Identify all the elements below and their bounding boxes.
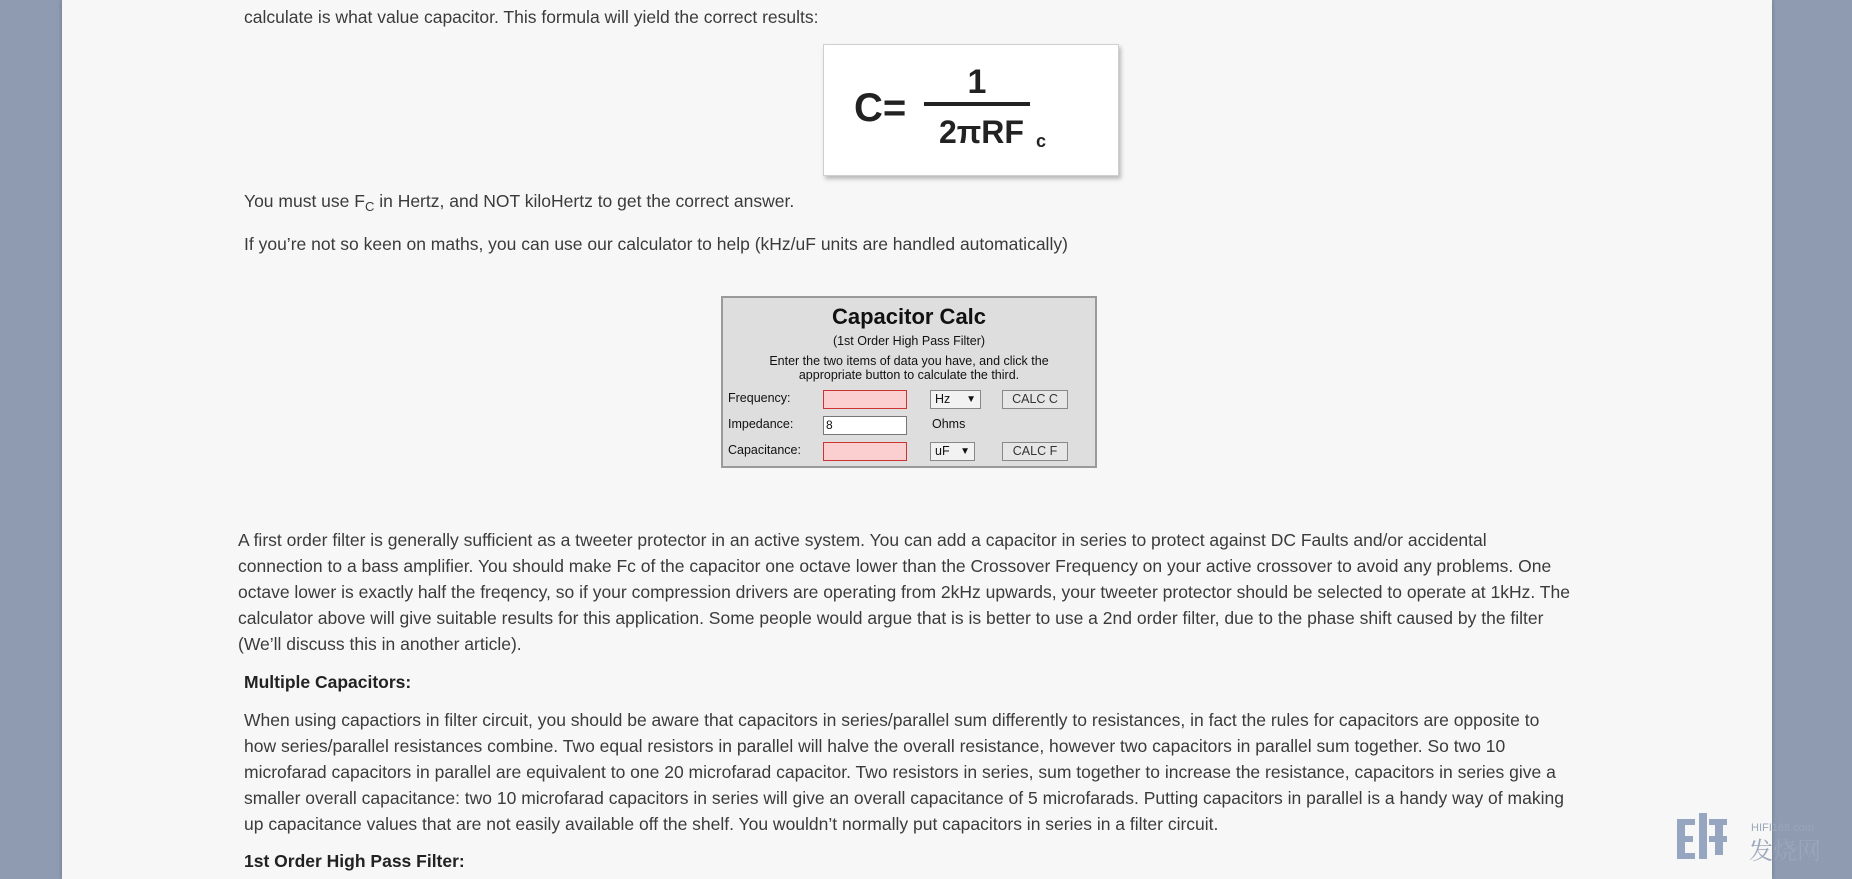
capacitance-input[interactable] bbox=[823, 442, 907, 461]
paragraph-line: connection to a bass amplifier. You should make Fc of the capacitor one octave lower than the Crossover Frequency on your active crossover to avoid any problems. One bbox=[238, 556, 1552, 576]
formula-lhs: C= bbox=[854, 86, 907, 130]
frequency-label: Frequency: bbox=[728, 391, 791, 405]
fc-note-after: in Hertz, and NOT kiloHertz to get the correct answer. bbox=[374, 191, 795, 211]
paragraph-line: smaller overall capacitance: two 10 microfarad capacitors in series will give an overall capacitance of 5 microfarads. Putting capacitors in parallel is a handy way of making bbox=[244, 788, 1564, 808]
watermark-name: 发烧网 bbox=[1749, 837, 1821, 865]
paragraph-line: how series/parallel resistances combine. Two equal resistors in parallel will halve the overall resistance, however two capacitors in parallel sum together. So two 10 bbox=[244, 736, 1506, 756]
calc-f-button[interactable]: CALC F bbox=[1002, 442, 1068, 461]
fc-note-before: You must use F bbox=[244, 191, 365, 211]
calculator-instructions bbox=[723, 354, 1095, 382]
impedance-input[interactable]: 8 bbox=[823, 416, 907, 435]
frequency-unit-value: Hz bbox=[935, 392, 951, 406]
first-order-paragraph bbox=[238, 527, 1578, 657]
paragraph-line: (We’ll discuss this in another article). bbox=[238, 634, 522, 654]
chevron-down-icon: ▼ bbox=[960, 446, 970, 457]
formula-denominator: 2πRF bbox=[939, 114, 1024, 150]
formula-numerator: 1 bbox=[967, 63, 987, 101]
capacitance-label: Capacitance: bbox=[728, 443, 801, 457]
formula-denominator-subscript: c bbox=[1036, 131, 1047, 151]
paragraph-line: calculator above will give suitable results for this application. Some people would argue that is is better to use a 2nd order filter, due to the phase shift caused by the filter bbox=[238, 608, 1544, 628]
calculator-instructions-line-2: appropriate button to calculate the third. bbox=[798, 368, 1020, 382]
multiple-capacitors-paragraph bbox=[244, 707, 1584, 837]
impedance-label: Impedance: bbox=[728, 417, 794, 431]
frequency-input[interactable] bbox=[823, 390, 907, 409]
paragraph-line: octave lower is exactly half the freqency, so if your compression drivers are operating from 2kHz upwards, your tweeter protector should be selected to operate at 1kHz. The bbox=[238, 582, 1570, 602]
capacitance-formula-image bbox=[823, 44, 1119, 176]
fc-note-sub: C bbox=[364, 199, 375, 214]
calculator-subtitle: (1st Order High Pass Filter) bbox=[832, 334, 986, 348]
article-page bbox=[62, 0, 1772, 879]
calculator-note: If you’re not so keen on maths, you can use our calculator to help (kHz/uF units are handled automatically) bbox=[244, 234, 1068, 254]
capacitance-unit-select[interactable] bbox=[930, 442, 975, 461]
capacitance-unit-value: uF bbox=[935, 444, 950, 458]
paragraph-line: A first order filter is generally sufficient as a tweeter protector in an active system. You can add a capacitor in series to protect against DC Faults and/or accidental bbox=[238, 530, 1487, 550]
frequency-unit-select[interactable] bbox=[930, 390, 981, 409]
intro-line: calculate is what value capacitor. This formula will yield the correct results: bbox=[244, 7, 819, 27]
impedance-unit: Ohms bbox=[932, 417, 966, 431]
site-watermark-logo bbox=[1675, 809, 1830, 865]
fc-note bbox=[244, 188, 794, 216]
paragraph-line: When using capactiors in filter circuit, you should be aware that capacitors in series/parallel sum differently to resistances, in fact the rules for capacitors are opposite to bbox=[244, 710, 1540, 730]
calculator-instructions-line-1: Enter the two items of data you have, and click the bbox=[769, 354, 1049, 368]
capacitor-calculator bbox=[721, 296, 1097, 468]
formula-fraction-bar bbox=[924, 102, 1030, 106]
calc-c-button[interactable]: CALC C bbox=[1002, 390, 1068, 409]
calculator-title: Capacitor Calc bbox=[831, 304, 987, 329]
watermark-site: HIFI168.com bbox=[1751, 822, 1814, 834]
paragraph-line: microfarad capacitors in parallel are equivalent to one 20 microfarad capacitor. Two resistors in series, sum together to increase the resistance, capacitors in series give a bbox=[244, 762, 1556, 782]
multiple-capacitors-heading: Multiple Capacitors: bbox=[244, 672, 412, 692]
chevron-down-icon: ▼ bbox=[966, 394, 976, 405]
paragraph-line: up capacitance values that are not easily available off the shelf. You wouldn’t normally put capacitors in series in a filter circuit. bbox=[244, 814, 1219, 834]
high-pass-filter-heading: 1st Order High Pass Filter: bbox=[244, 851, 465, 871]
